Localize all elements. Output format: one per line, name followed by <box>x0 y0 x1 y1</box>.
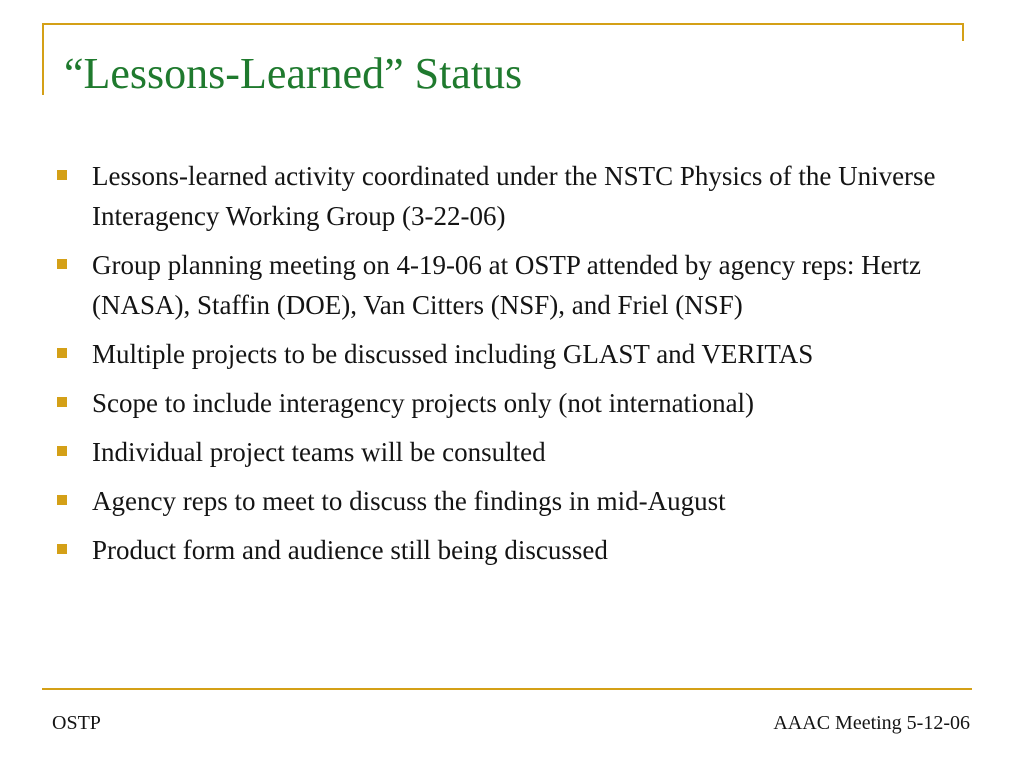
bullet-item <box>54 383 954 423</box>
bullet-item <box>54 156 954 236</box>
footer-organization: OSTP <box>52 712 101 734</box>
square-bullet-icon <box>57 348 67 358</box>
bullet-text: Individual project teams will be consulted <box>92 437 546 467</box>
bullet-item <box>54 530 954 570</box>
bullet-item <box>54 481 954 521</box>
square-bullet-icon <box>57 544 67 554</box>
slide-title: “Lessons-Learned” Status <box>64 49 523 98</box>
left-border-line <box>42 23 44 95</box>
footer-divider <box>42 688 972 690</box>
bullet-text: Multiple projects to be discussed including GLAST and VERITAS <box>92 339 814 369</box>
bullet-text: Scope to include interagency projects only (not international) <box>92 388 755 418</box>
bullet-text: Lessons-learned activity coordinated under the NSTC Physics of the Universe Interagency Working Group (3-22-06) <box>92 161 936 231</box>
square-bullet-icon <box>57 495 67 505</box>
footer-meeting-date: AAAC Meeting 5-12-06 <box>773 712 970 734</box>
bullet-item <box>54 432 954 472</box>
bullet-text: Group planning meeting on 4-19-06 at OSTP attended by agency reps: Hertz (NASA), Staffin (DOE), Van Citters (NSF), and Friel (NSF) <box>92 250 922 320</box>
square-bullet-icon <box>57 259 67 269</box>
bullet-item <box>54 334 954 374</box>
right-border-tick <box>962 23 964 41</box>
square-bullet-icon <box>57 397 67 407</box>
square-bullet-icon <box>57 170 67 180</box>
bullet-text: Product form and audience still being discussed <box>92 535 608 565</box>
bullet-list <box>54 156 954 579</box>
square-bullet-icon <box>57 446 67 456</box>
bullet-text: Agency reps to meet to discuss the findings in mid-August <box>92 486 726 516</box>
top-border-line <box>42 23 964 25</box>
bullet-item <box>54 245 954 325</box>
